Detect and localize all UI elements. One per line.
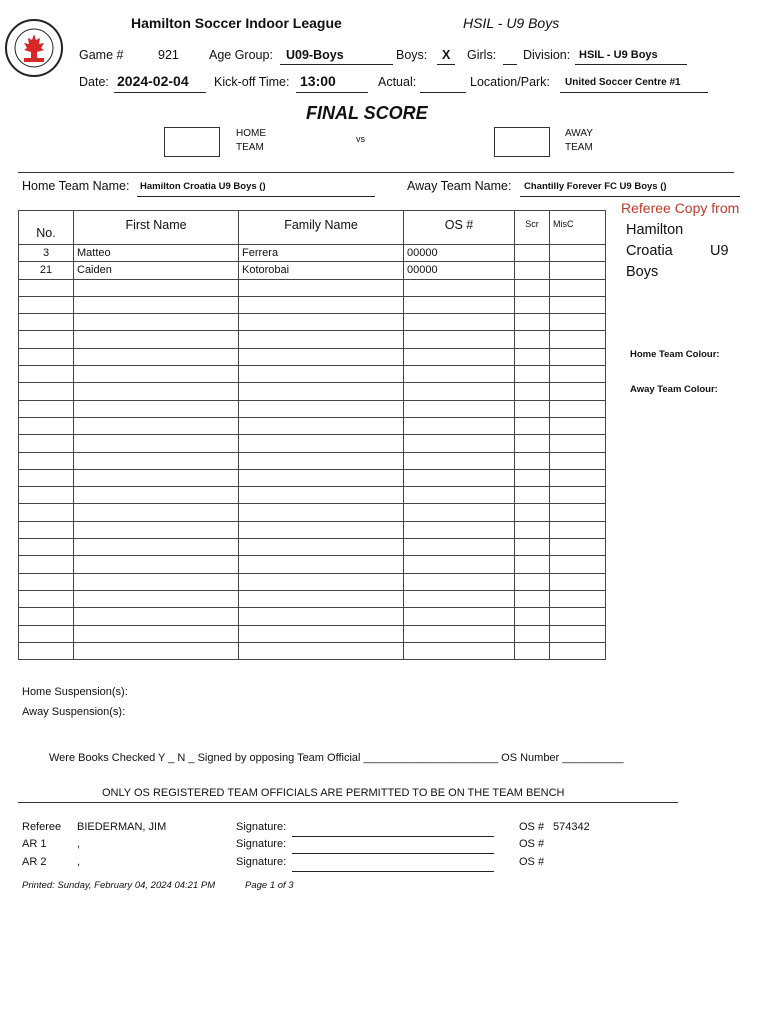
cell-misc	[550, 452, 606, 469]
official-name-ar1: ,	[77, 838, 81, 850]
cell-first-name	[74, 452, 239, 469]
cell-scr	[515, 608, 550, 625]
cell-no	[19, 521, 74, 538]
cell-no	[19, 487, 74, 504]
cell-family-name: Kotorobai	[239, 262, 404, 279]
cell-family-name: Ferrera	[239, 245, 404, 262]
boys-mark: X	[442, 48, 451, 62]
cell-first-name	[74, 279, 239, 296]
cell-misc	[550, 314, 606, 331]
cell-family-name	[239, 383, 404, 400]
cell-scr	[515, 245, 550, 262]
cell-first-name	[74, 642, 239, 659]
cell-os	[404, 400, 515, 417]
cell-scr	[515, 331, 550, 348]
cell-scr	[515, 521, 550, 538]
cell-misc	[550, 590, 606, 607]
cell-no	[19, 279, 74, 296]
cell-misc	[550, 400, 606, 417]
cell-family-name	[239, 504, 404, 521]
cell-os	[404, 435, 515, 452]
cell-first-name	[74, 556, 239, 573]
date-value: 2024-02-04	[117, 73, 189, 89]
cell-scr	[515, 452, 550, 469]
cell-family-name	[239, 573, 404, 590]
sidebar-team-line-1: Hamilton	[626, 222, 684, 238]
os-label-referee: OS #	[519, 821, 545, 833]
signature-line-ar2[interactable]	[292, 871, 494, 872]
cell-os	[404, 348, 515, 365]
cell-no	[19, 331, 74, 348]
away-suspensions: Away Suspension(s):	[22, 706, 126, 718]
cell-no	[19, 383, 74, 400]
cell-misc	[550, 435, 606, 452]
cell-os	[404, 642, 515, 659]
table-row	[19, 348, 606, 365]
cell-scr	[515, 625, 550, 642]
cell-no: 21	[19, 262, 74, 279]
cell-first-name	[74, 539, 239, 556]
cell-first-name	[74, 366, 239, 383]
cell-scr	[515, 504, 550, 521]
cell-first-name	[74, 331, 239, 348]
cell-os	[404, 452, 515, 469]
cell-no	[19, 608, 74, 625]
sidebar-team-line-2a: Croatia	[626, 243, 673, 259]
cell-misc	[550, 625, 606, 642]
official-role-referee: Referee	[22, 821, 62, 833]
cell-misc	[550, 487, 606, 504]
table-row	[19, 556, 606, 573]
bench-notice: ONLY OS REGISTERED TEAM OFFICIALS ARE PERMITTED TO BE ON THE TEAM BENCH	[102, 787, 565, 799]
cell-scr	[515, 383, 550, 400]
books-check-line: Were Books Checked Y _ N _ Signed by opposing Team Official ______________________ OS Number __________	[49, 752, 624, 764]
cell-misc	[550, 331, 606, 348]
cell-first-name	[74, 296, 239, 313]
cell-misc	[550, 383, 606, 400]
away-team-label: Away Team Name:	[407, 179, 512, 193]
cell-os	[404, 296, 515, 313]
cell-no	[19, 539, 74, 556]
vs-label: vs	[356, 134, 365, 144]
cell-first-name	[74, 348, 239, 365]
cell-no	[19, 314, 74, 331]
away-colour-label: Away Team Colour:	[630, 384, 718, 395]
cell-family-name	[239, 487, 404, 504]
cell-no	[19, 590, 74, 607]
cell-os	[404, 366, 515, 383]
table-row	[19, 642, 606, 659]
cell-misc	[550, 573, 606, 590]
away-label-1: AWAY	[565, 128, 593, 139]
cell-scr	[515, 590, 550, 607]
cell-scr	[515, 262, 550, 279]
cell-scr	[515, 487, 550, 504]
cell-first-name	[74, 521, 239, 538]
cell-family-name	[239, 435, 404, 452]
away-label-2: TEAM	[565, 142, 593, 153]
cell-no	[19, 435, 74, 452]
cell-first-name	[74, 590, 239, 607]
cell-misc	[550, 608, 606, 625]
cell-first-name	[74, 487, 239, 504]
table-row	[19, 487, 606, 504]
cell-first-name: Matteo	[74, 245, 239, 262]
cell-misc	[550, 245, 606, 262]
cell-os	[404, 608, 515, 625]
age-group-label: Age Group:	[209, 48, 273, 62]
cell-os	[404, 625, 515, 642]
cell-first-name	[74, 469, 239, 486]
cell-no	[19, 625, 74, 642]
table-row	[19, 400, 606, 417]
table-row	[19, 331, 606, 348]
cell-family-name	[239, 279, 404, 296]
cell-scr	[515, 366, 550, 383]
table-row	[19, 625, 606, 642]
cell-family-name	[239, 400, 404, 417]
table-row	[19, 452, 606, 469]
cell-os	[404, 573, 515, 590]
cell-family-name	[239, 521, 404, 538]
cell-scr	[515, 417, 550, 434]
cell-no	[19, 642, 74, 659]
cell-family-name	[239, 625, 404, 642]
cell-scr	[515, 556, 550, 573]
cell-first-name: Caiden	[74, 262, 239, 279]
division-title: HSIL - U9 Boys	[463, 15, 560, 31]
cell-os	[404, 539, 515, 556]
cell-scr	[515, 642, 550, 659]
location-label: Location/Park:	[470, 75, 550, 89]
table-row	[19, 469, 606, 486]
cell-no	[19, 452, 74, 469]
signature-label-ar1: Signature:	[236, 838, 287, 850]
cell-scr	[515, 314, 550, 331]
signature-line-ar1[interactable]	[292, 853, 494, 854]
referee-copy-label: Referee Copy from	[621, 200, 740, 216]
cell-first-name	[74, 504, 239, 521]
cell-first-name	[74, 383, 239, 400]
table-row	[19, 245, 606, 262]
col-no: No.	[19, 211, 74, 245]
kickoff-value: 13:00	[300, 73, 336, 89]
col-misc: MisC	[550, 211, 606, 245]
cell-no	[19, 504, 74, 521]
game-number: 921	[158, 48, 179, 62]
away-score-box[interactable]	[494, 127, 550, 157]
cell-family-name	[239, 314, 404, 331]
table-row	[19, 383, 606, 400]
home-team-name: Hamilton Croatia U9 Boys ()	[140, 181, 266, 192]
roster-table	[18, 210, 606, 660]
cell-no	[19, 556, 74, 573]
table-row	[19, 539, 606, 556]
cell-misc	[550, 642, 606, 659]
home-team-label: Home Team Name:	[22, 179, 130, 193]
cell-misc	[550, 296, 606, 313]
cell-scr	[515, 539, 550, 556]
cell-family-name	[239, 608, 404, 625]
cell-no	[19, 417, 74, 434]
cell-no	[19, 573, 74, 590]
cell-scr	[515, 279, 550, 296]
official-role-ar2: AR 2	[22, 856, 47, 868]
home-label-1: HOME	[236, 128, 266, 139]
cell-first-name	[74, 417, 239, 434]
roster-header-row	[19, 211, 606, 245]
cell-first-name	[74, 400, 239, 417]
cell-os	[404, 331, 515, 348]
table-row	[19, 573, 606, 590]
cell-first-name	[74, 314, 239, 331]
cell-family-name	[239, 452, 404, 469]
os-label-ar2: OS #	[519, 856, 545, 868]
cell-family-name	[239, 296, 404, 313]
cell-misc	[550, 348, 606, 365]
cell-no	[19, 400, 74, 417]
cell-misc	[550, 417, 606, 434]
division-label: Division:	[523, 48, 571, 62]
cell-first-name	[74, 573, 239, 590]
cell-no: 3	[19, 245, 74, 262]
signature-line-referee[interactable]	[292, 836, 494, 837]
cell-scr	[515, 469, 550, 486]
home-suspensions: Home Suspension(s):	[22, 686, 128, 698]
cell-misc	[550, 539, 606, 556]
col-first-name: First Name	[74, 211, 239, 245]
official-role-ar1: AR 1	[22, 838, 47, 850]
cell-family-name	[239, 417, 404, 434]
cell-os	[404, 521, 515, 538]
cell-os	[404, 487, 515, 504]
cell-scr	[515, 573, 550, 590]
location-value: United Soccer Centre #1	[565, 77, 681, 88]
cell-os	[404, 417, 515, 434]
boys-label: Boys:	[396, 48, 428, 62]
cell-os	[404, 314, 515, 331]
table-row	[19, 435, 606, 452]
cell-no	[19, 296, 74, 313]
cell-family-name	[239, 366, 404, 383]
os-label-ar1: OS #	[519, 838, 545, 850]
printed-timestamp: Printed: Sunday, February 04, 2024 04:21 PM	[22, 880, 216, 891]
cell-family-name	[239, 469, 404, 486]
cell-first-name	[74, 625, 239, 642]
association-logo	[4, 18, 64, 78]
league-title: Hamilton Soccer Indoor League	[131, 15, 342, 31]
cell-os	[404, 279, 515, 296]
official-name-referee: BIEDERMAN, JIM	[77, 821, 167, 833]
cell-os: 00000	[404, 262, 515, 279]
cell-misc	[550, 366, 606, 383]
cell-no	[19, 366, 74, 383]
cell-os	[404, 556, 515, 573]
cell-family-name	[239, 539, 404, 556]
cell-no	[19, 469, 74, 486]
table-row	[19, 262, 606, 279]
cell-misc	[550, 279, 606, 296]
table-row	[19, 608, 606, 625]
home-colour-label: Home Team Colour:	[630, 349, 720, 360]
cell-scr	[515, 296, 550, 313]
table-row	[19, 366, 606, 383]
cell-os: 00000	[404, 245, 515, 262]
signature-label-referee: Signature:	[236, 821, 287, 833]
sidebar-team-line-3: Boys	[626, 264, 659, 280]
cell-os	[404, 590, 515, 607]
sidebar-team-line-2b: U9	[710, 243, 729, 259]
cell-no	[19, 348, 74, 365]
table-row	[19, 590, 606, 607]
signature-label-ar2: Signature:	[236, 856, 287, 868]
home-label-2: TEAM	[236, 142, 264, 153]
cell-family-name	[239, 331, 404, 348]
official-name-ar2: ,	[77, 856, 81, 868]
col-os: OS #	[404, 211, 515, 245]
cell-first-name	[74, 608, 239, 625]
table-row	[19, 521, 606, 538]
cell-os	[404, 383, 515, 400]
cell-family-name	[239, 348, 404, 365]
table-row	[19, 504, 606, 521]
cell-misc	[550, 262, 606, 279]
col-family-name: Family Name	[239, 211, 404, 245]
cell-os	[404, 469, 515, 486]
col-scr: Scr	[515, 211, 550, 245]
cell-family-name	[239, 642, 404, 659]
table-row	[19, 314, 606, 331]
cell-scr	[515, 400, 550, 417]
home-score-box[interactable]	[164, 127, 220, 157]
os-value-referee: 574342	[553, 821, 590, 833]
cell-scr	[515, 435, 550, 452]
cell-misc	[550, 504, 606, 521]
page-indicator: Page 1 of 3	[245, 880, 294, 891]
table-row	[19, 296, 606, 313]
cell-os	[404, 504, 515, 521]
cell-scr	[515, 348, 550, 365]
actual-label: Actual:	[378, 75, 417, 89]
kickoff-label: Kick-off Time:	[214, 75, 290, 89]
date-label: Date:	[79, 75, 109, 89]
cell-family-name	[239, 556, 404, 573]
table-row	[19, 417, 606, 434]
game-label: Game #	[79, 48, 124, 62]
cell-misc	[550, 521, 606, 538]
cell-misc	[550, 556, 606, 573]
final-score-title: FINAL SCORE	[306, 103, 428, 123]
cell-misc	[550, 469, 606, 486]
cell-first-name	[74, 435, 239, 452]
division-value: HSIL - U9 Boys	[579, 49, 658, 61]
age-group-value: U09-Boys	[286, 48, 344, 62]
away-team-name: Chantilly Forever FC U9 Boys ()	[524, 181, 667, 192]
girls-label: Girls:	[467, 48, 497, 62]
table-row	[19, 279, 606, 296]
cell-family-name	[239, 590, 404, 607]
